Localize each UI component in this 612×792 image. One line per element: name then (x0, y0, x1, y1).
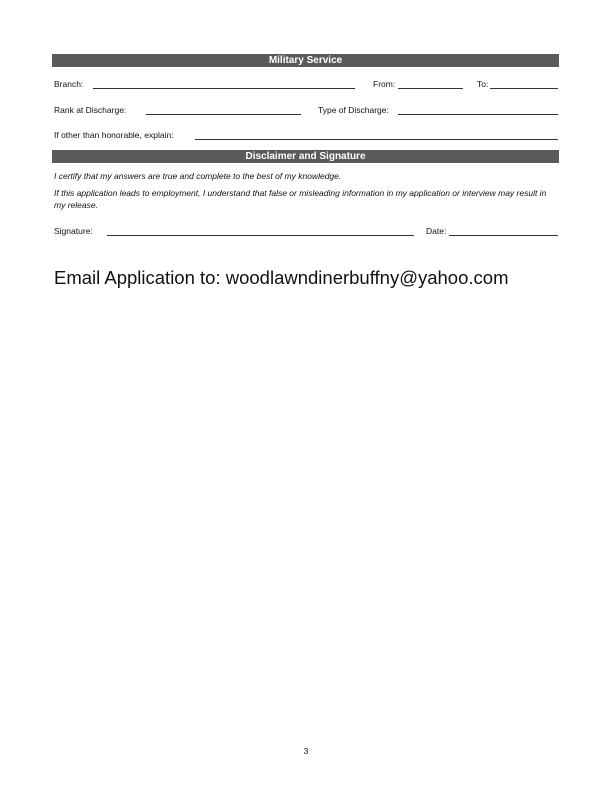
branch-label: Branch: (54, 79, 84, 89)
employment-statement: If this application leads to employment, I understand that false or misleading information in my application or interview may result in my release. (54, 188, 547, 210)
page-number: 3 (303, 746, 309, 756)
to-label: To: (477, 79, 489, 89)
military-service-header: Military Service (52, 54, 559, 67)
date-field[interactable] (449, 235, 558, 236)
signature-field[interactable] (107, 235, 414, 236)
certify-statement: I certify that my answers are true and complete to the best of my knowledge. (54, 171, 342, 181)
from-field[interactable] (398, 88, 463, 89)
email-application-line: Email Application to: woodlawndinerbuffny@yahoo.com (54, 267, 509, 288)
discharge-type-label: Type of Discharge: (318, 105, 389, 115)
disclaimer-header: Disclaimer and Signature (52, 150, 559, 163)
branch-field[interactable] (93, 88, 355, 89)
rank-label: Rank at Discharge: (54, 105, 127, 115)
signature-label: Signature: (54, 226, 93, 236)
rank-field[interactable] (146, 114, 301, 115)
explain-label: If other than honorable, explain: (54, 130, 174, 140)
discharge-type-field[interactable] (398, 114, 558, 115)
from-label: From: (373, 79, 396, 89)
to-field[interactable] (490, 88, 558, 89)
date-label: Date: (426, 226, 447, 236)
explain-field[interactable] (195, 139, 558, 140)
